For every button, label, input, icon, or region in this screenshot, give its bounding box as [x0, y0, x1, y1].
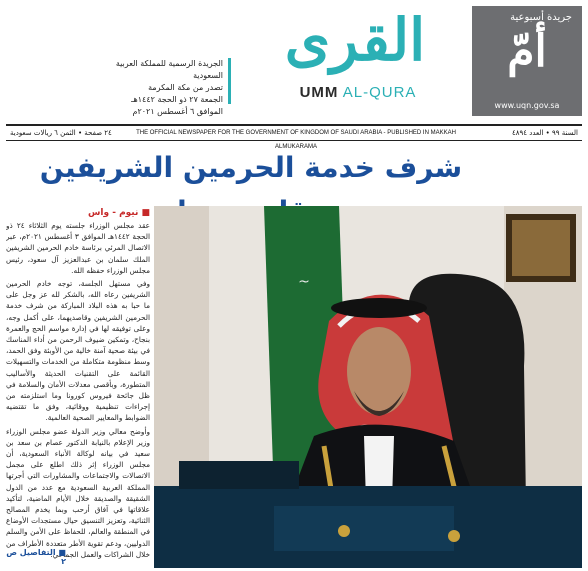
lead-photo	[154, 206, 582, 568]
masthead-description	[88, 58, 223, 118]
article-column	[6, 206, 150, 566]
newspaper-title-arabic: القرى	[284, 6, 426, 74]
article-source: ■ نيوم - واس	[87, 208, 150, 218]
logo-text: أمّ	[507, 26, 547, 77]
svg-text:~: ~	[298, 274, 310, 290]
divider-bar	[228, 58, 231, 104]
newspaper-title-english	[258, 84, 458, 101]
main-headline: شرف خدمة الحرمين الشريفين	[39, 151, 463, 184]
title-en-umm: UMM	[299, 84, 339, 101]
info-strip	[6, 124, 582, 150]
article-paragraph: عقد مجلس الوزراء جلسته يوم الثلاثاء ٢٤ ذو الحجة ١٤٤٢هـ الموافق ٣ أغسطس ٢٠٢١م، عبر الاتصال المرئي برئاسة خادم الحرمين الشريفين الملك سلمان بن عبدالعزيز آل سعود، رئيس مجلس الوزراء حفظه الله.	[6, 221, 150, 275]
details-link[interactable]: ■ التفاصيل ص ٢	[6, 548, 66, 566]
desc-line: تصدر من مكة المكرمة	[148, 83, 223, 92]
brand-logo-box	[472, 6, 582, 116]
title-en-alqura: AL-QURA	[342, 84, 417, 101]
photo-illustration	[154, 206, 582, 568]
desc-line: الجمعة ٢٧ ذو الحجة ١٤٤٢هـ	[131, 95, 223, 104]
website-url: www.uqn.gov.sa	[494, 101, 560, 110]
official-tagline: THE OFFICIAL NEWSPAPER FOR THE GOVERNMENT OF KINGDOM OF SAUDI ARABIA - PUBLISHED IN MAKKAH ALMUKARAMA	[136, 130, 456, 150]
article-paragraph: وفي مستهل الجلسة، توجه خادم الحرمين الشريفين رعاه الله، بالشكر لله عز وجل على ما حبا به هذه البلاد المباركة من شرف خدمة الحرمين الشريفين وقاصديهما، على أكمل وجه، وعلى توفيقه لها في إدارة مواسم الحج والعمرة بنجاح، وتمكين ضيوف الرحمن من أداء المناسك في بيئة صحية آمنة خالية من الأوبئة وفق الحمد، وسط منظومة متكاملة من الخدمات والتسهيلات القائمة على التقنيات الحديثة والأساليب المتطورة، وبأقصى معدلات الأمان والسلامة في ظل جائحة فيروس كورونا وما استلزمته من إجراءات تنظيمية ووقائية، وفق ما تقتضيه الضوابط والمعايير الصحية العالمية.	[6, 279, 150, 423]
pages-price: ٢٤ صفحة • الثمن ٦ ريالات سعودية	[10, 129, 112, 137]
year-issue: السنة ٩٩ • العدد ٤٨٩٤	[511, 129, 578, 137]
article-paragraph: وأوضح معالي وزير الدولة عضو مجلس الوزراء وزير الإعلام بالنيابة الدكتور عصام بن سعد بن سعيد في بيانه لوكالة الأنباء السعودية، أن مجلس الوزراء إثر ذلك اطلع على مجمل الاتصالات والاجتماعات والمشاورات التي أجرتها المملكة العربية السعودية مع عدد من الدول الشقيقة والصديقة خلال الأيام الماضية، لتأكيد علاقاتها في آفاق أرحب وبما يخدم المصالح الثنائية، وتعزيز التنسيق حيال مستجدات الأوضاع في المنطقة والعالم، للحفاظ على الأمن والسلم الدوليين، ودعم تقوية الأطر متعددة الأطراف من خلال الشراكات والعمل الجماعي.	[6, 426, 150, 559]
weekly-label: جريدة أسبوعية	[510, 12, 572, 23]
desc-line: الجريدة الرسمية للمملكة العربية السعودية	[115, 59, 223, 80]
masthead	[0, 0, 588, 118]
desc-line: الموافق ٦ أغسطس ٢٠٢١م	[132, 107, 223, 116]
